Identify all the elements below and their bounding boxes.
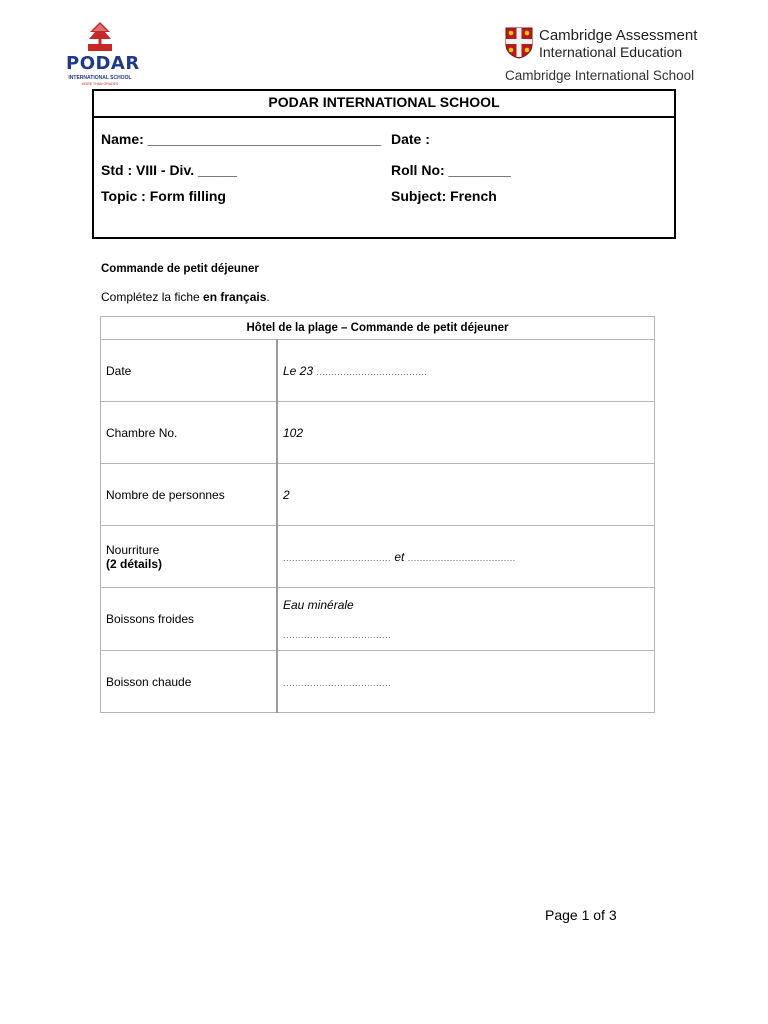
persons-value: 2 bbox=[277, 464, 655, 526]
podar-tree-icon bbox=[84, 20, 116, 52]
table-row bbox=[101, 464, 655, 526]
row-label-cold-drinks: Boissons froides bbox=[101, 588, 278, 651]
food-conjunction: et bbox=[394, 549, 405, 564]
cambridge-logo bbox=[505, 27, 710, 61]
header-divider bbox=[93, 116, 675, 118]
table-row bbox=[101, 340, 655, 402]
row-label-hot-drink: Boisson chaude bbox=[101, 651, 278, 713]
row-label-food-cell bbox=[101, 526, 278, 588]
date-value-cell[interactable] bbox=[277, 340, 655, 402]
podar-tagline: MORE THAN GRADES bbox=[81, 82, 119, 86]
worksheet-heading: Commande de petit déjeuner bbox=[101, 263, 259, 275]
table-row bbox=[101, 588, 655, 651]
subject-label: Subject: French bbox=[391, 188, 497, 204]
cambridge-school-label: Cambridge International School bbox=[505, 68, 695, 83]
std-division-field[interactable]: Std : VIII - Div. _____ bbox=[101, 162, 237, 178]
school-title: PODAR INTERNATIONAL SCHOOL bbox=[268, 94, 500, 110]
date-blank[interactable]: ..................................... bbox=[316, 366, 428, 377]
room-value: 102 bbox=[277, 402, 655, 464]
podar-wordmark: PODAR bbox=[66, 53, 140, 74]
date-value: Le 23 bbox=[283, 363, 314, 378]
cambridge-shield-icon bbox=[505, 27, 533, 59]
form-title: Hôtel de la plage – Commande de petit déjeuner bbox=[101, 317, 655, 340]
cold-drinks-cell[interactable] bbox=[277, 588, 655, 651]
worksheet-instruction bbox=[101, 290, 270, 304]
podar-subtitle: INTERNATIONAL SCHOOL bbox=[68, 75, 132, 81]
page-number: Page 1 of 3 bbox=[545, 907, 617, 923]
hot-drink-cell[interactable] bbox=[277, 651, 655, 713]
row-label-food-details: (2 détails) bbox=[106, 556, 163, 571]
row-label-food: Nourriture bbox=[106, 542, 160, 557]
cold-drinks-value: Eau minérale bbox=[283, 598, 354, 612]
row-label-date: Date bbox=[101, 340, 278, 402]
instruction-text: Complétez la fiche bbox=[101, 290, 204, 304]
table-row bbox=[101, 526, 655, 588]
cold-drinks-blank[interactable]: .................................... bbox=[283, 630, 392, 640]
table-row bbox=[101, 651, 655, 713]
cambridge-line-2: International Education bbox=[539, 44, 683, 60]
hot-drink-blank[interactable]: .................................... bbox=[283, 677, 392, 688]
table-row bbox=[101, 402, 655, 464]
roll-number-field[interactable]: Roll No: ________ bbox=[391, 162, 511, 178]
instruction-end: . bbox=[266, 290, 270, 304]
food-value-cell[interactable] bbox=[277, 526, 655, 588]
row-label-persons: Nombre de personnes bbox=[101, 464, 278, 526]
instruction-emphasis: en français bbox=[203, 290, 267, 304]
cambridge-line-1: Cambridge Assessment bbox=[539, 27, 698, 44]
date-field[interactable]: Date : bbox=[391, 131, 430, 147]
row-label-room: Chambre No. bbox=[101, 402, 278, 464]
breakfast-order-form bbox=[100, 316, 655, 713]
podar-logo bbox=[62, 20, 138, 92]
food-blank-1[interactable]: .................................... bbox=[283, 552, 392, 563]
header-box bbox=[92, 89, 676, 239]
topic-label: Topic : Form filling bbox=[101, 188, 226, 204]
name-field[interactable]: Name: ______________________________ bbox=[101, 131, 382, 147]
food-blank-2[interactable]: .................................... bbox=[407, 552, 516, 563]
